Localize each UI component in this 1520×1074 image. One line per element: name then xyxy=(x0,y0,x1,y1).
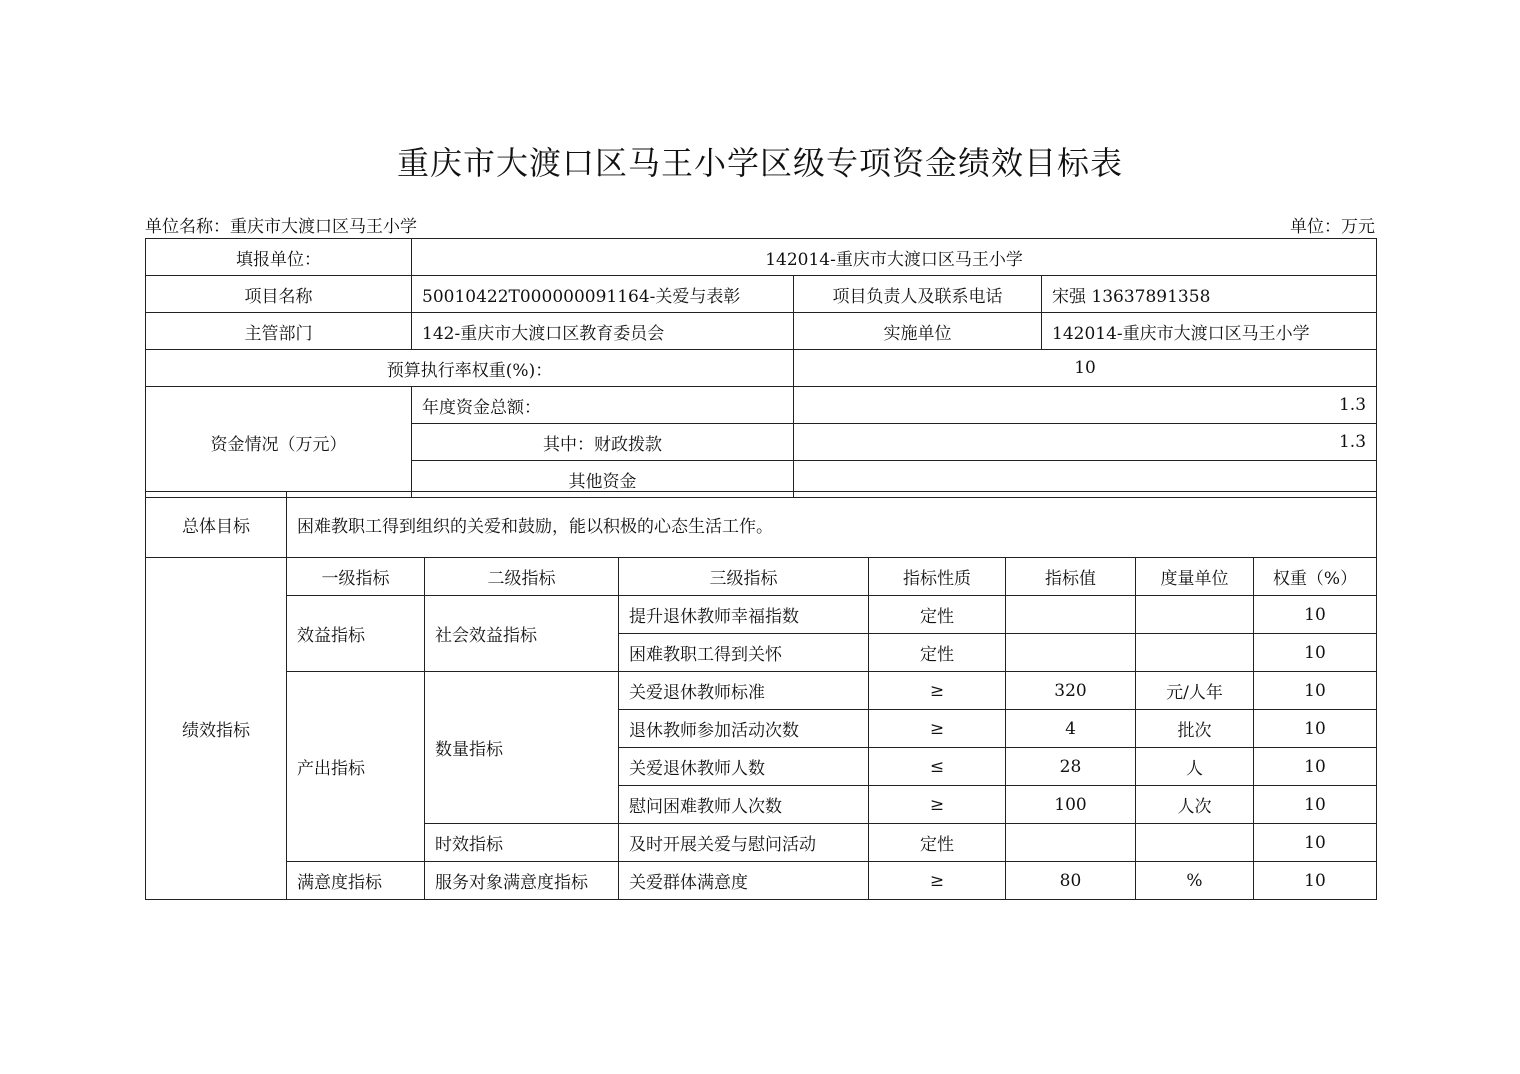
annual-total-row xyxy=(146,387,1377,424)
indicator-weight: 10 xyxy=(1254,824,1377,862)
goal-text: 困难教职工得到组织的关爱和鼓励，能以积极的心态生活工作。 xyxy=(287,492,1377,558)
indicator-weight: 10 xyxy=(1254,748,1377,786)
table-row xyxy=(146,596,1377,634)
annual-total-label: 年度资金总额： xyxy=(412,387,794,424)
indicator-value: 28 xyxy=(1006,748,1136,786)
indicator-name: 及时开展关爱与慰问活动 xyxy=(619,824,869,862)
indicator-nature: ≥ xyxy=(869,862,1006,900)
indicator-name: 慰问困难教师人次数 xyxy=(619,786,869,824)
unit-name: 单位名称：重庆市大渡口区马王小学 xyxy=(145,217,417,237)
indicator-weight: 10 xyxy=(1254,634,1377,672)
indicator-unit: 人次 xyxy=(1136,786,1254,824)
other-funds-label: 其他资金 xyxy=(412,461,794,498)
indicator-value xyxy=(1006,824,1136,862)
project-name-label: 项目名称 xyxy=(146,276,412,313)
indicator-nature: 定性 xyxy=(869,824,1006,862)
indicator-nature: ≥ xyxy=(869,710,1006,748)
indicator-weight: 10 xyxy=(1254,596,1377,634)
table-row xyxy=(146,862,1377,900)
indicator-value: 320 xyxy=(1006,672,1136,710)
budget-weight-row xyxy=(146,350,1377,387)
indicator-name: 困难教职工得到关怀 xyxy=(619,634,869,672)
indicator-unit xyxy=(1136,634,1254,672)
indicator-name: 退休教师参加活动次数 xyxy=(619,710,869,748)
header-weight: 权重（%） xyxy=(1254,558,1377,596)
indicator-name: 关爱群体满意度 xyxy=(619,862,869,900)
dept-label: 主管部门 xyxy=(146,313,412,350)
indicator-value: 80 xyxy=(1006,862,1136,900)
indicator-unit: 批次 xyxy=(1136,710,1254,748)
indicator-unit: 元/人年 xyxy=(1136,672,1254,710)
indicator-weight: 10 xyxy=(1254,710,1377,748)
level2-quantity: 数量指标 xyxy=(425,672,619,824)
level1-output: 产出指标 xyxy=(287,672,425,862)
level1-satisfaction: 满意度指标 xyxy=(287,862,425,900)
indicator-name: 关爱退休教师标准 xyxy=(619,672,869,710)
indicator-nature: ≥ xyxy=(869,786,1006,824)
page-title: 重庆市大渡口区马王小学区级专项资金绩效目标表 xyxy=(396,144,1123,182)
indicator-header-row xyxy=(146,558,1377,596)
responsible-value: 宋强 13637891358 xyxy=(1042,276,1377,313)
header-level3: 三级指标 xyxy=(619,558,869,596)
impl-value: 142014-重庆市大渡口区马王小学 xyxy=(1042,313,1377,350)
dept-row xyxy=(146,313,1377,350)
dept-value: 142-重庆市大渡口区教育委员会 xyxy=(412,313,794,350)
indicator-nature: ≥ xyxy=(869,672,1006,710)
header-level2: 二级指标 xyxy=(425,558,619,596)
indicator-name: 关爱退休教师人数 xyxy=(619,748,869,786)
level2-timeliness: 时效指标 xyxy=(425,824,619,862)
budget-weight-label: 预算执行率权重(%)： xyxy=(146,350,794,387)
header-value: 指标值 xyxy=(1006,558,1136,596)
indicator-weight: 10 xyxy=(1254,672,1377,710)
annual-total-value: 1.3 xyxy=(794,387,1377,424)
indicator-unit xyxy=(1136,596,1254,634)
level1-benefit: 效益指标 xyxy=(287,596,425,672)
indicator-unit xyxy=(1136,824,1254,862)
table-row xyxy=(146,672,1377,710)
project-name-value: 50010422T000000091164-关爱与表彰 xyxy=(412,276,794,313)
header-unit: 度量单位 xyxy=(1136,558,1254,596)
funds-label: 资金情况（万元） xyxy=(146,387,412,498)
budget-weight-value: 10 xyxy=(794,350,1377,387)
goal-row xyxy=(146,492,1377,558)
header-level1: 一级指标 xyxy=(287,558,425,596)
indicator-nature: 定性 xyxy=(869,634,1006,672)
responsible-label: 项目负责人及联系电话 xyxy=(794,276,1042,313)
currency-unit: 单位：万元 xyxy=(1290,217,1375,237)
indicator-nature: 定性 xyxy=(869,596,1006,634)
header-nature: 指标性质 xyxy=(869,558,1006,596)
indicator-weight: 10 xyxy=(1254,862,1377,900)
indicator-unit: 人 xyxy=(1136,748,1254,786)
impl-label: 实施单位 xyxy=(794,313,1042,350)
fill-unit-row xyxy=(146,239,1377,276)
indicator-value: 4 xyxy=(1006,710,1136,748)
indicators-table xyxy=(145,491,1377,900)
fiscal-value: 1.3 xyxy=(794,424,1377,461)
indicators-section-label: 绩效指标 xyxy=(146,558,287,900)
indicator-name: 提升退休教师幸福指数 xyxy=(619,596,869,634)
fiscal-label: 其中：财政拨款 xyxy=(412,424,794,461)
fill-unit-value: 142014-重庆市大渡口区马王小学 xyxy=(412,239,1377,276)
indicator-unit: % xyxy=(1136,862,1254,900)
fill-unit-label: 填报单位： xyxy=(146,239,412,276)
project-row xyxy=(146,276,1377,313)
level2-social-benefit: 社会效益指标 xyxy=(425,596,619,672)
indicator-value xyxy=(1006,634,1136,672)
indicator-value: 100 xyxy=(1006,786,1136,824)
level2-service-satisfaction: 服务对象满意度指标 xyxy=(425,862,619,900)
indicator-value xyxy=(1006,596,1136,634)
info-table xyxy=(145,238,1377,498)
indicator-nature: ≤ xyxy=(869,748,1006,786)
indicator-weight: 10 xyxy=(1254,786,1377,824)
goal-label: 总体目标 xyxy=(146,492,287,558)
